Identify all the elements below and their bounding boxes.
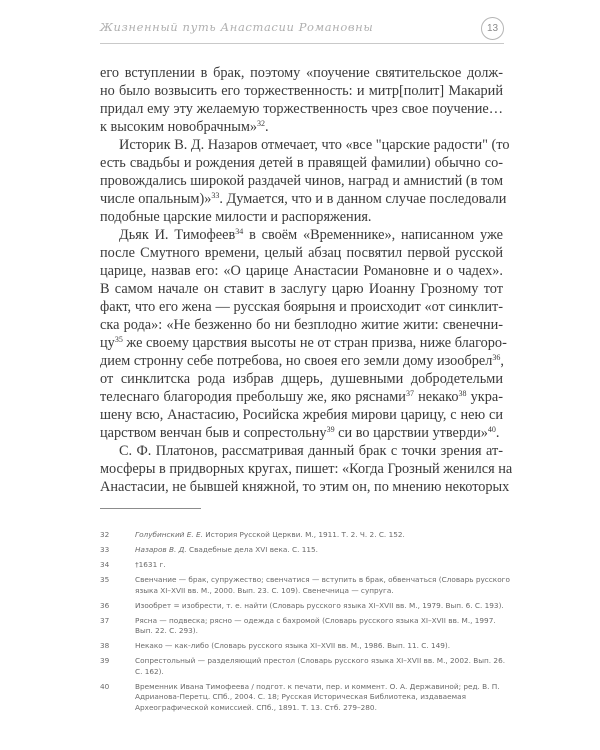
footnote-body: Изообрет = изобрести, т. е. найти (Словарь русского языка XI–XVII вв. М., 1979. Вып. 6. С. 193). [135, 600, 504, 610]
text-run: некако [413, 389, 459, 405]
footnote-author: Назаров В. Д. [135, 545, 187, 554]
page-number: 13 [481, 17, 504, 40]
footnote-ref[interactable]: 36 [492, 353, 501, 362]
text-line [100, 406, 503, 424]
text-run: же своему царствия высоты не от стран призва, ниже благоро- [122, 335, 507, 351]
text-line [100, 334, 507, 352]
footnote-ref[interactable]: 40 [487, 425, 496, 434]
footnote-number: 40 [100, 681, 110, 691]
footnotes [100, 530, 510, 718]
footnote-number: 32 [100, 530, 110, 539]
footnote-ref[interactable]: 33 [211, 191, 220, 200]
body-text [100, 64, 513, 496]
footnote [100, 575, 510, 596]
text-run: . Думается, что и в данном случае последовали [219, 191, 507, 207]
text-run: В самом начале он ставит в заслугу царю Иоанну Грозному тот [100, 281, 503, 297]
footnote-body: История Русской Церкви. М., 1911. Т. 2. Ч. 2. С. 152. [202, 530, 405, 539]
text-run: си во царствии утверди» [334, 425, 488, 441]
footnote-divider [100, 508, 201, 509]
footnote-author: Голубинский Е. Е. [135, 530, 203, 539]
footnote-ref[interactable]: 37 [405, 389, 414, 398]
text-line [100, 388, 503, 406]
footnote [100, 682, 510, 714]
text-run: есть свадьбы и рождения детей в правящей фамилии) обычно со- [100, 155, 503, 171]
footnote-text [135, 530, 510, 541]
footnote [100, 641, 510, 652]
text-line [100, 100, 503, 118]
text-run: царице, назвав его: «О царице Анастасии Романовне и о чадех». [100, 263, 503, 279]
text-run: царством венчан быв и сопрестольну [100, 425, 327, 441]
text-run: придал ему эту желаемую торжественность чрез свое поучение… [100, 101, 503, 117]
text-run: к высоким новобрачным» [100, 119, 258, 135]
text-line [100, 316, 503, 334]
text-line [100, 424, 503, 442]
text-run: факт, что его жена — русская боярыня и происходит «от синклит- [100, 299, 503, 315]
text-run: Анастасии, не бывшей княжной, то этим он, по мнению некоторых [100, 479, 510, 495]
footnote-text [135, 656, 510, 677]
text-line [100, 226, 503, 244]
footnote-ref[interactable]: 39 [326, 425, 335, 434]
text-run: С. Ф. Платонов, рассматривая данный брак с точки зрения ат- [119, 443, 503, 459]
footnote-text [135, 545, 510, 556]
footnote-text [135, 575, 510, 596]
text-run: Дьяк И. Тимофеев [119, 227, 236, 243]
footnote-ref[interactable]: 34 [235, 227, 244, 236]
footnote [100, 601, 510, 612]
footnote-number: 36 [100, 600, 110, 610]
text-line [100, 64, 503, 82]
text-run: . [495, 425, 500, 441]
footnote-body: Временник Ивана Тимофеева / подгот. к печати, пер. и коммент. О. А. Державиной; ред. В. П. Адрианова-Перетц. СПб., 2004. С. 18; Русская Историческая Библиотека, издаваемая Археографической комиссией. СПб., 1891. Т. 13. Стб. 279–280. [135, 681, 500, 712]
text-run: мосферы в придворных кругах, пишет: «Когда Грозный женился на [100, 461, 513, 477]
text-run: цу [100, 335, 115, 351]
text-line [100, 190, 507, 208]
footnote [100, 530, 510, 541]
text-line [100, 244, 503, 262]
text-line [100, 82, 503, 100]
text-run: провождались широкой раздачей чинов, наград и амнистий (в том [100, 173, 503, 189]
footnote [100, 656, 510, 677]
text-run: от синклитска рода избрав дщерь, душевными добродетельми [100, 371, 503, 387]
text-line [100, 298, 503, 316]
text-run: числе опальным)» [100, 191, 212, 207]
header-divider [100, 43, 504, 44]
text-line [100, 172, 503, 190]
text-run: , [500, 353, 504, 369]
text-run: дием стронну себе потребова, но своея его земли дому изообрел [100, 353, 493, 369]
footnote-ref[interactable]: 32 [257, 119, 266, 128]
footnote-body: Некако — как-либо (Словарь русского языка XI–XVII вв. М., 1986. Вып. 11. С. 149). [135, 641, 451, 650]
text-line [100, 478, 510, 496]
footnote-number: 34 [100, 560, 110, 569]
footnote [100, 560, 510, 571]
footnote-number: 39 [100, 656, 110, 665]
text-line [100, 208, 503, 226]
footnote [100, 616, 510, 637]
text-run: шену всю, Анастасию, Росийска жребия мирови царицу, с нею си [100, 407, 503, 423]
footnote-text [135, 641, 510, 652]
footnote-body: Свенчание — брак, супружество; свенчатися — вступить в брак, обвенчаться (Словарь русского языка XI–XVII вв. М., 2000. Вып. 23. С. 109). Свенечница — супруга. [135, 575, 510, 595]
footnote-ref[interactable]: 38 [458, 389, 467, 398]
footnote-number: 33 [100, 545, 110, 554]
text-line [100, 280, 503, 298]
footnote-number: 37 [100, 615, 110, 625]
text-line [100, 460, 513, 478]
text-run: подобные царские милости и распоряжения. [100, 209, 372, 225]
footnote-body: Рясна — подвеска; рясно — одежда с бахромой (Словарь русского языка XI–XVII вв. М., 1997. Вып. 22. С. 293). [135, 615, 496, 635]
text-line [100, 154, 503, 172]
footnote-body: Свадебные дела XVI века. С. 115. [186, 545, 319, 554]
text-run: в своём «Временнике», написанном уже [243, 227, 503, 243]
text-line [100, 136, 510, 154]
text-run: . [265, 119, 269, 135]
text-run: но было возвысить его торжественность: и митр[полит] Макарий [100, 83, 503, 99]
footnote-number: 35 [100, 575, 110, 584]
text-line [100, 370, 503, 388]
footnote-body: †1631 г. [135, 560, 166, 569]
text-run: Историк В. Д. Назаров отмечает, что «все "царские радости" (то [119, 137, 510, 153]
footnote-body: Сопрестольный — разделяющий престол (Словарь русского языка XI–XVII вв. М., 2002. Вып. 26. С. 162). [135, 656, 506, 676]
footnote-number: 38 [100, 641, 110, 650]
running-header-title: Жизненный путь Анастасии Романовны [100, 20, 374, 34]
footnote-text [135, 682, 510, 714]
text-run: укра- [466, 389, 503, 405]
text-run: после Смутного времени, целый абзац посвятил первой русской [100, 245, 503, 261]
text-run: его вступлении в брак, поэтому «поучение святительское долж- [100, 65, 503, 81]
footnote-ref[interactable]: 35 [114, 335, 123, 344]
text-line [100, 352, 503, 370]
footnote-text [135, 616, 510, 637]
footnote-text [135, 601, 510, 612]
footnote-text [135, 560, 510, 571]
footnote [100, 545, 510, 556]
text-line [100, 262, 503, 280]
text-line [100, 442, 503, 460]
text-line [100, 118, 503, 136]
text-run: ска рода»: «Не безженно бо ни безплодно житие жити: свенечни- [100, 317, 503, 333]
text-run: телеснаго благородия пребольшу же, яко ряснами [100, 389, 406, 405]
